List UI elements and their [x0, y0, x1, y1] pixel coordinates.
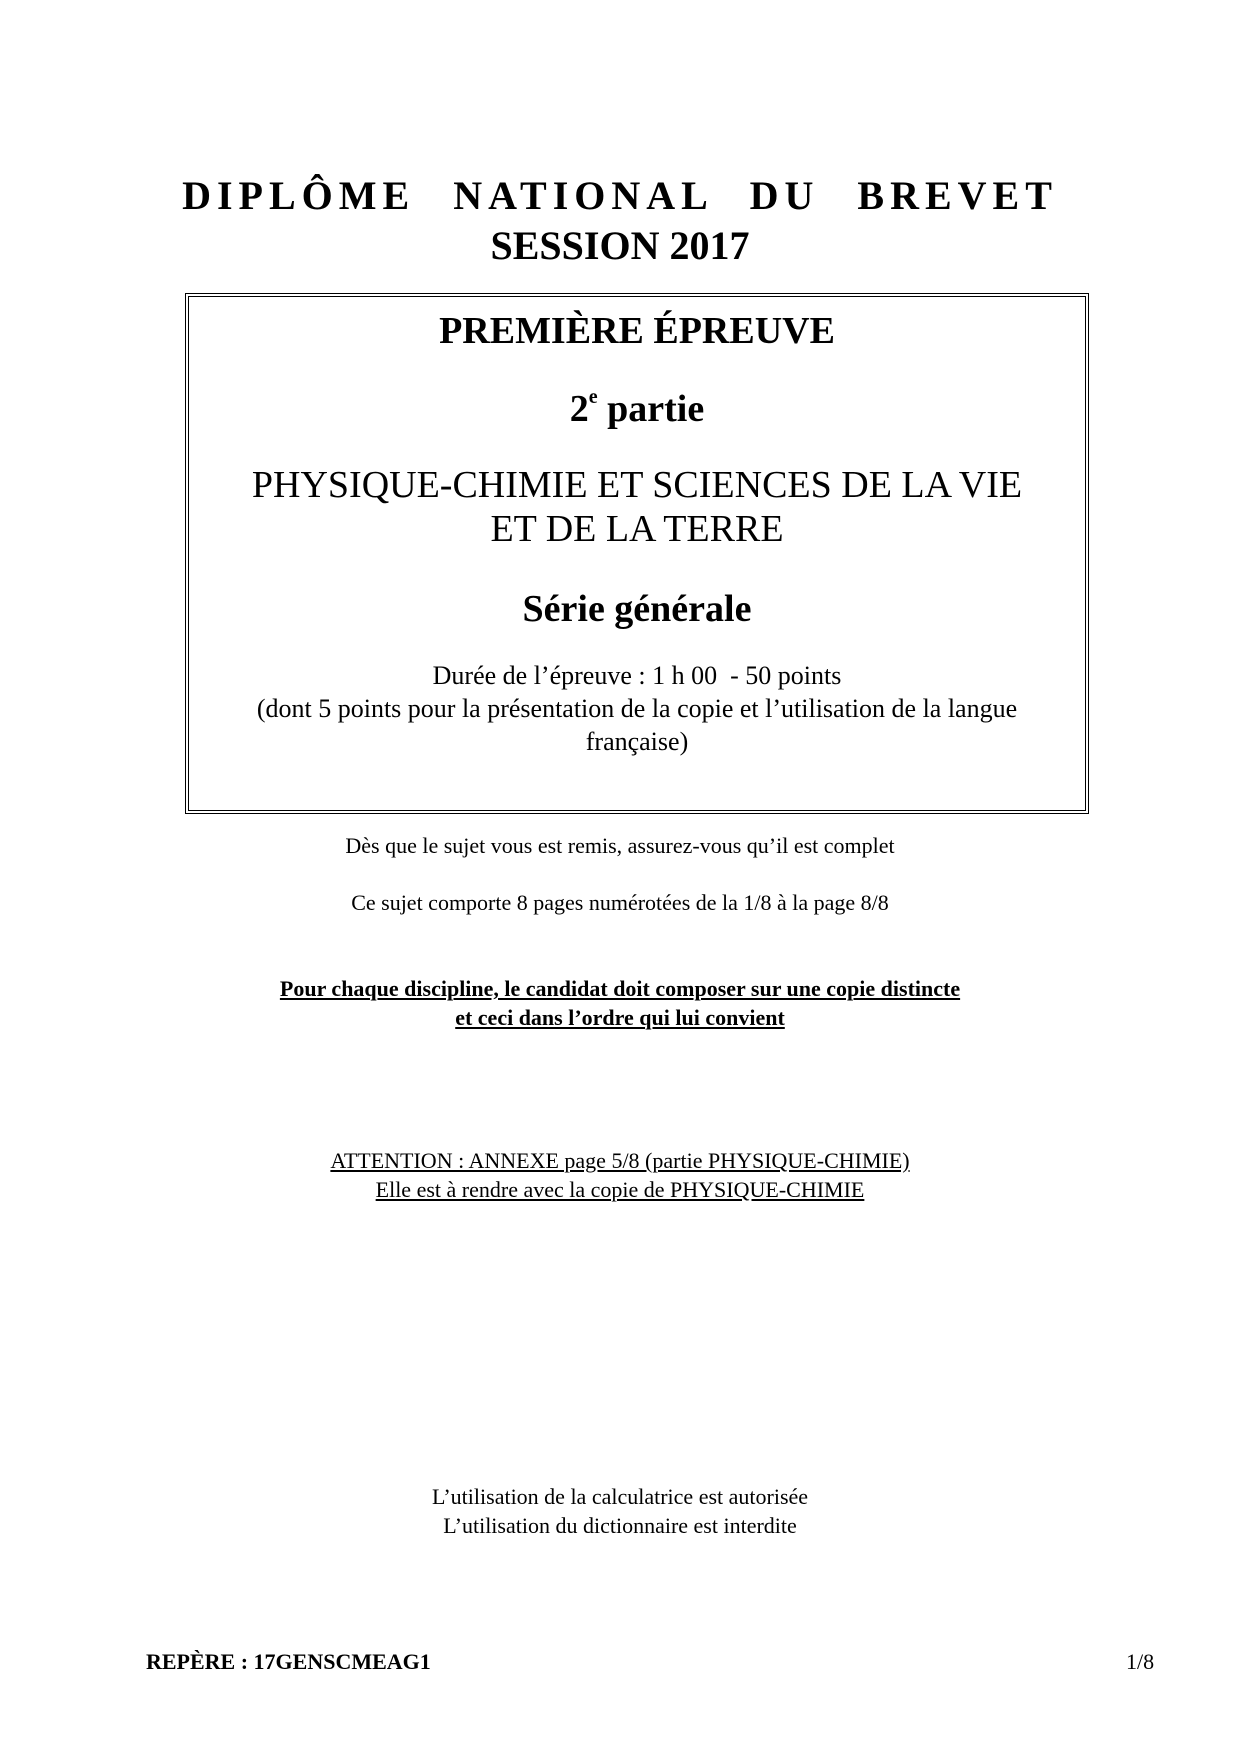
subject-title: [189, 463, 1085, 551]
calculator-rule: L’utilisation de la calculatrice est autorisée: [431, 1484, 809, 1509]
duration-line-1: Durée de l’épreuve : 1 h 00 - 50 points: [432, 661, 842, 690]
discipline-instructions: [0, 974, 1240, 1032]
duration-line-3: française): [585, 727, 689, 756]
page-number: 1/8: [1126, 1649, 1155, 1674]
duration-line-2: (dont 5 points pour la présentation de la copie et l’utilisation de la langue: [256, 694, 1018, 723]
duration-info: [189, 659, 1085, 758]
repere-code: REPÈRE : 17GENSCMEAG1: [146, 1649, 431, 1674]
instruction-line-2: et ceci dans l’ordre qui lui convient: [455, 1005, 785, 1030]
usage-rules: [0, 1482, 1240, 1540]
partie-number: 2: [569, 388, 589, 430]
epreuve-title: PREMIÈRE ÉPREUVE: [439, 310, 835, 352]
serie-label: Série générale: [522, 588, 752, 630]
page-count-notice: Ce sujet comporte 8 pages numérotées de la 1/8 à la page 8/8: [351, 890, 889, 915]
instruction-line-1: Pour chaque discipline, le candidat doit composer sur une copie distincte: [279, 976, 961, 1001]
exam-session: SESSION 2017: [490, 223, 750, 268]
partie-heading: [189, 387, 1085, 431]
exam-info-box: [185, 293, 1089, 814]
subject-line-2: ET DE LA TERRE: [490, 508, 784, 550]
partie-word: partie: [607, 388, 705, 430]
attention-line-1: ATTENTION : ANNEXE page 5/8 (partie PHYSIQUE-CHIMIE): [330, 1148, 910, 1173]
dictionary-rule: L’utilisation du dictionnaire est interdite: [443, 1513, 797, 1538]
attention-notice: [0, 1146, 1240, 1204]
exam-title: DIPLÔME NATIONAL DU BREVET: [182, 173, 1058, 218]
partie-superscript: e: [588, 386, 598, 408]
subject-line-1: PHYSIQUE-CHIMIE ET SCIENCES DE LA VIE: [251, 464, 1023, 506]
attention-line-2: Elle est à rendre avec la copie de PHYSIQUE-CHIMIE: [375, 1177, 865, 1202]
completeness-notice: Dès que le sujet vous est remis, assurez-vous qu’il est complet: [345, 833, 895, 858]
